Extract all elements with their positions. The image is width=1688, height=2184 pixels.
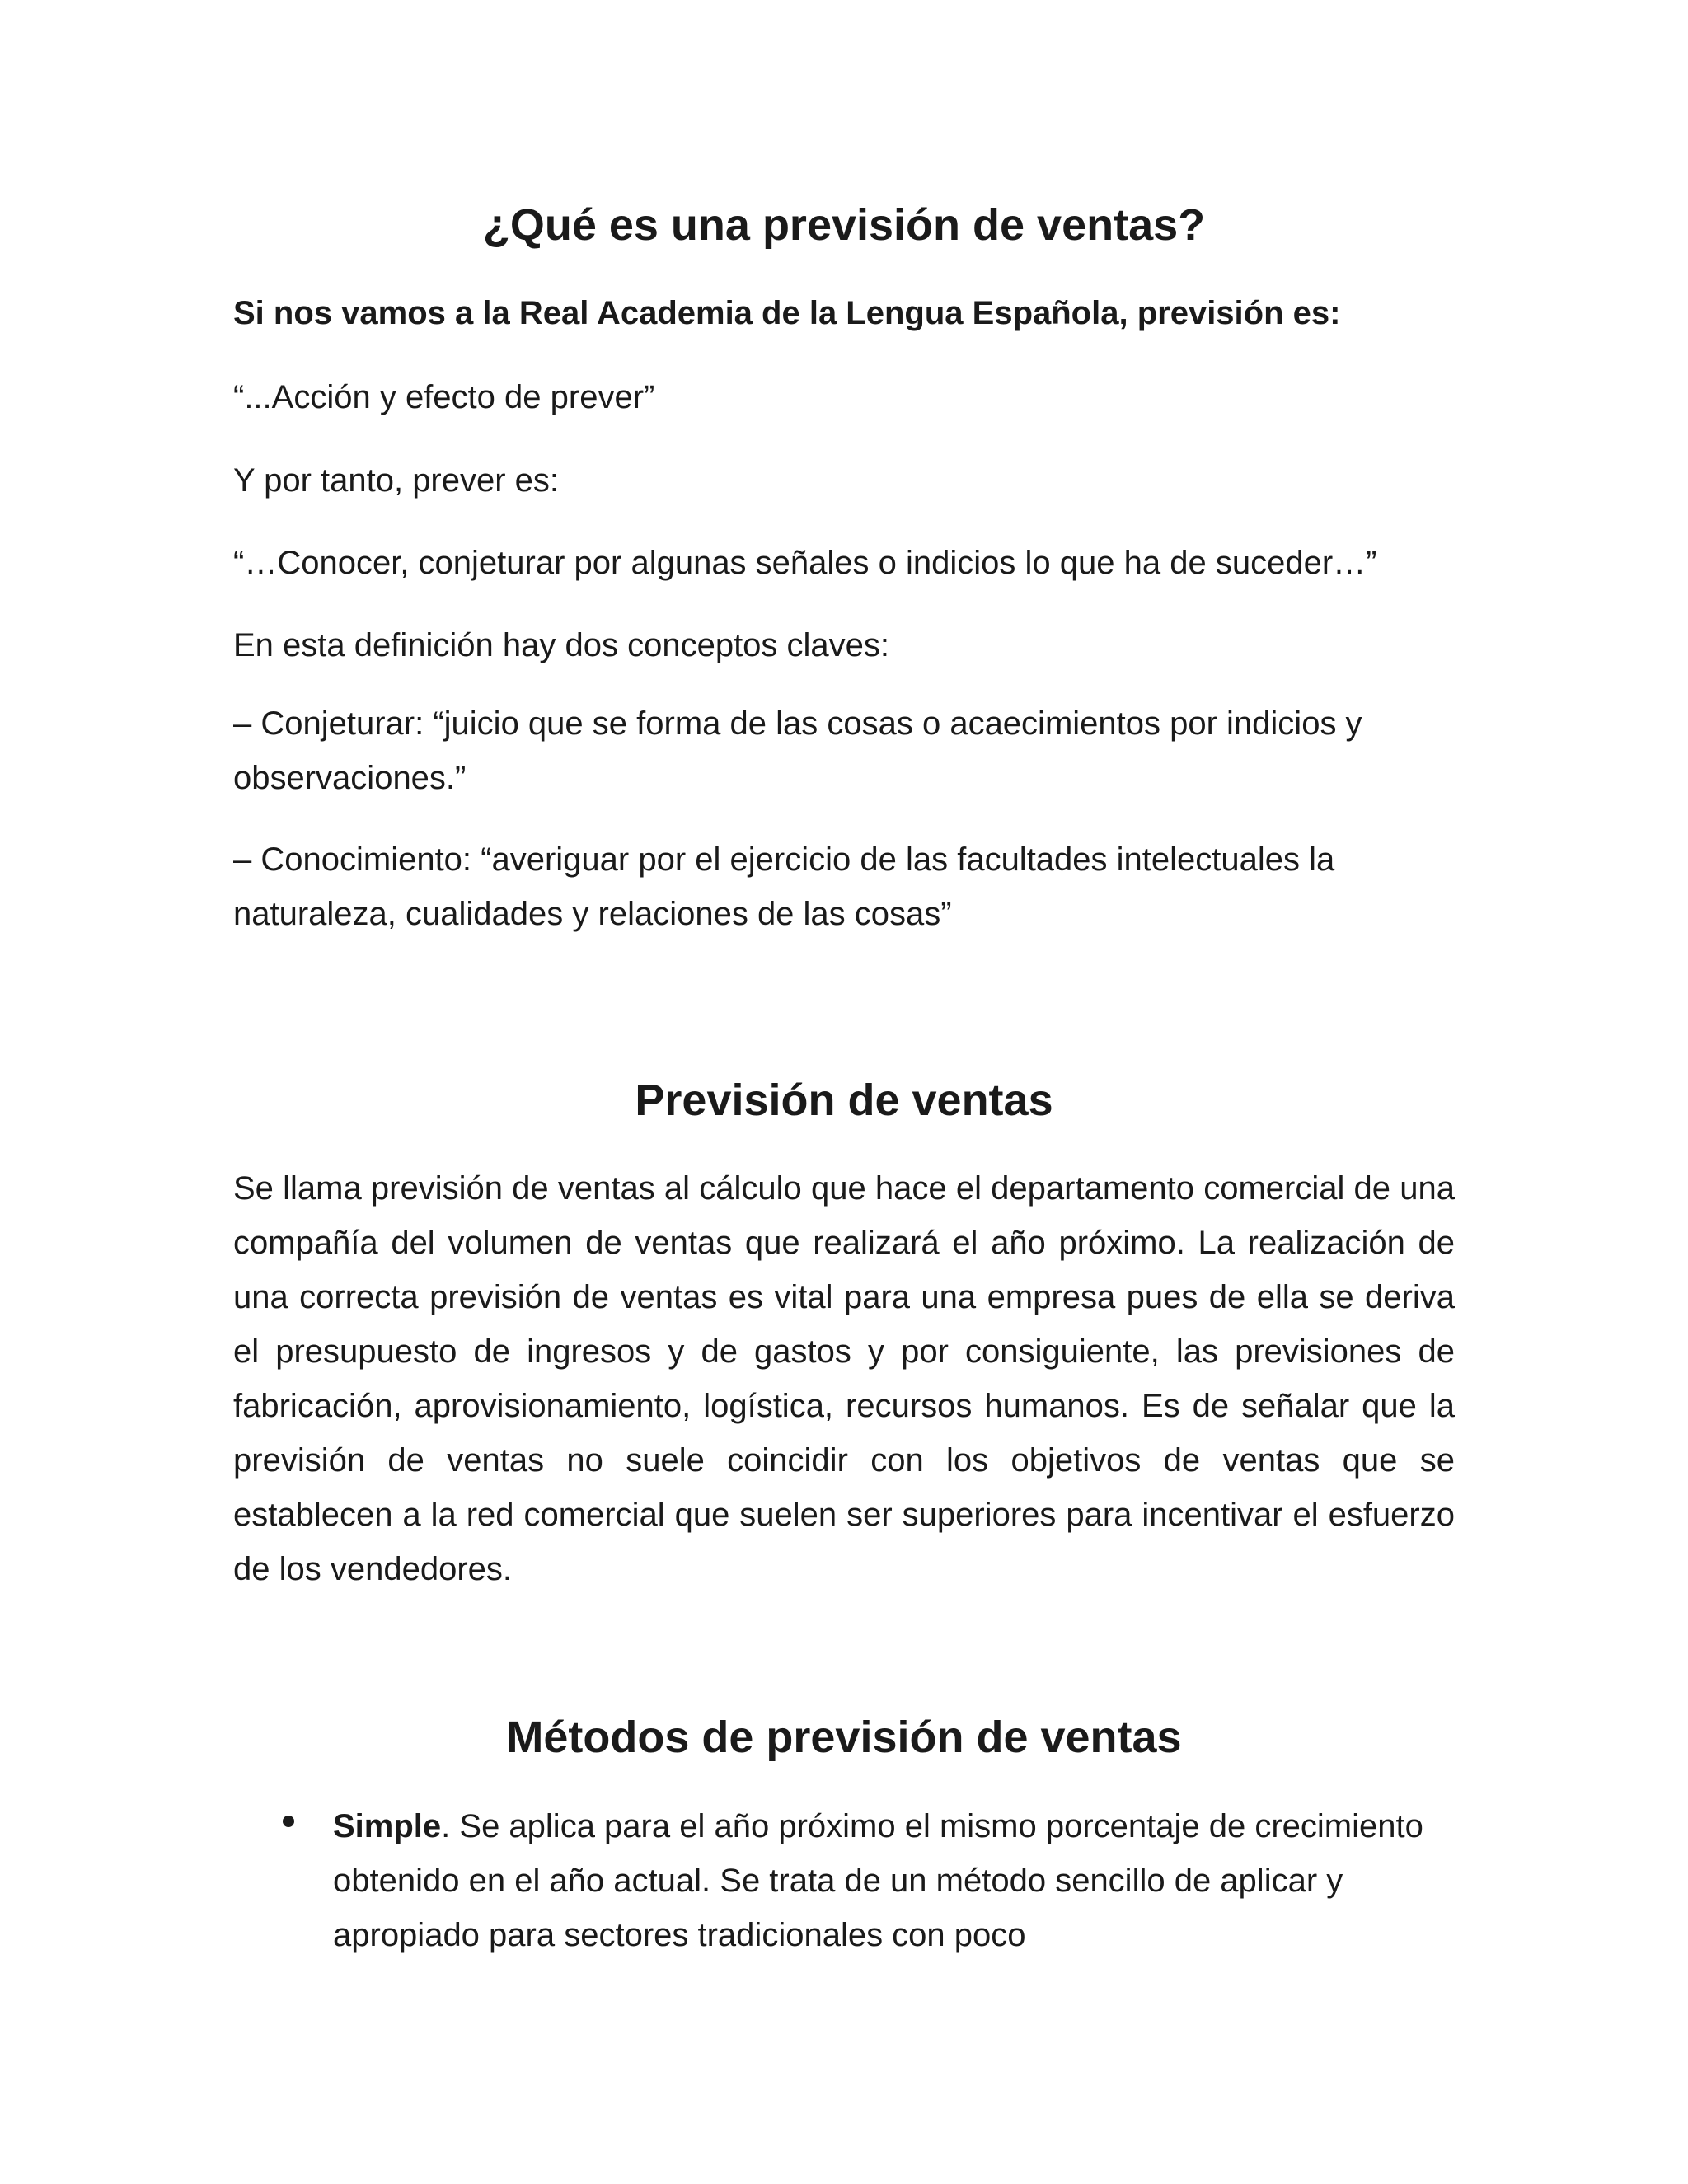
section-title-what-is: ¿Qué es una previsión de ventas? (482, 200, 1206, 250)
concept-conjeturar: – Conjeturar: “juicio que se forma de las cosas o acaecimientos por indicios y observaciones.” (233, 705, 1362, 796)
list-item-description: . Se aplica para el año próximo el mismo porcentaje de crecimiento obtenido en el año actual. Se trata de un método sencillo de aplicar y apropiado para sectores tradicionales con poco (333, 1808, 1423, 1953)
prever-intro: Y por tanto, prever es: (233, 462, 560, 499)
section-title-prevision: Previsión de ventas (635, 1076, 1053, 1125)
quote-prevision: “...Acción y efecto de prever” (233, 379, 655, 415)
list-item-text (333, 1799, 1455, 1962)
rae-intro: Si nos vamos a la Real Academia de la Lengua Española, previsión es: (233, 295, 1341, 331)
quote-prever: “…Conocer, conjeturar por algunas señales o indicios lo que ha de suceder…” (233, 545, 1377, 581)
section-title-metodos: Métodos de previsión de ventas (506, 1713, 1182, 1762)
concepts-intro: En esta definición hay dos conceptos claves: (233, 627, 890, 663)
prevision-body: Se llama previsión de ventas al cálculo que hace el departamento comercial de una compañía del volumen de ventas que realizará el año próximo. La realización de una correcta previsión de ventas es vital para una empresa pues de ella se deriva el presupuesto de ingresos y de gastos y por consiguiente, las previsiones de fabricación, aprovisionamiento, logística, recursos humanos. Es de señalar que la previsión de ventas no suele coincidir con los objetivos de ventas que se establecen a la red comercial que suelen ser superiores para incentivar el esfuerzo de los vendedores. (233, 1170, 1455, 1587)
list-item-term: Simple (333, 1808, 442, 1844)
concept-conocimiento: – Conocimiento: “averiguar por el ejercicio de las facultades intelectuales la naturaleza, cualidades y relaciones de las cosas” (233, 841, 1335, 932)
bullet-icon (283, 1816, 294, 1827)
